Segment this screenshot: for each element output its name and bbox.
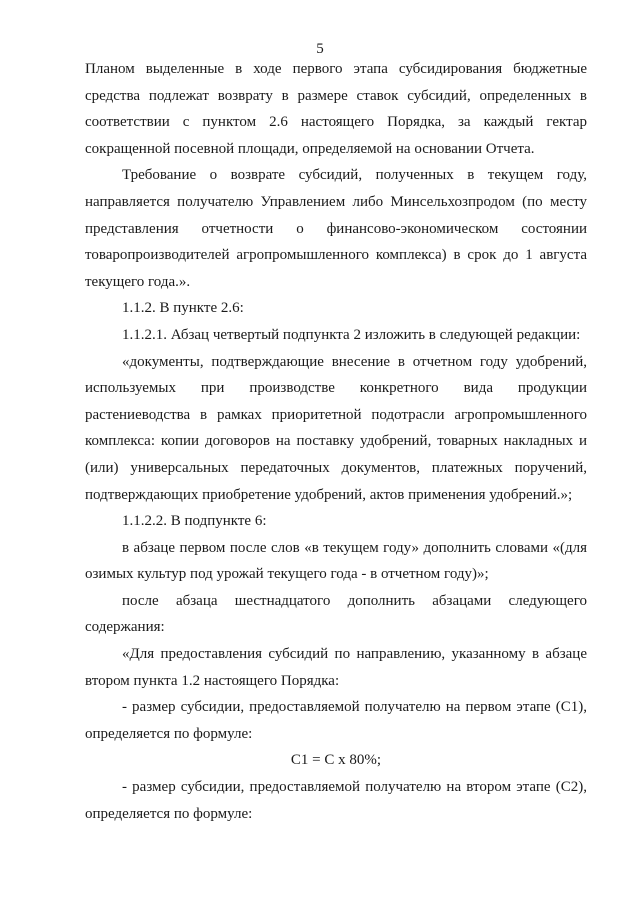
paragraph-after-sixteenth: после абзаца шестнадцатого дополнить абзацами следующего содержания:	[85, 592, 587, 636]
paragraph-clause-1-1-2: 1.1.2. В пункте 2.6:	[122, 300, 244, 317]
paragraph-clause-1-1-2-2: 1.1.2.2. В подпункте 6:	[122, 513, 267, 530]
paragraph-first-abzac-addition: в абзаце первом после слов «в текущем году» дополнить словами «(для озимых культур под урожай текущего года - в отчетном году)»;	[85, 539, 587, 583]
paragraph-subsidy-stage-two: - размер субсидии, предоставляемой получателю на втором этапе (С2), определяется по формуле:	[85, 779, 587, 822]
paragraph-subsidy-direction: «Для предоставления субсидий по направлению, указанному в абзаце втором пункта 1.2 настоящего Порядка:	[85, 646, 587, 689]
paragraph-clause-1-1-2-1: 1.1.2.1. Абзац четвертый подпункта 2 изложить в следующей редакции:	[122, 326, 581, 343]
paragraph-return-requirement: Требование о возврате субсидий, полученных в текущем году, направляется получателю Управлением либо Минсельхозпродом (по месту представления отчетности о финансово-экономическом состоянии товаропроизводителей агропромышленного комплекса) в срок до 1 августа текущего года.».	[85, 167, 587, 290]
document-body	[85, 56, 587, 827]
paragraph-subsidy-stage-one: - размер субсидии, предоставляемой получателю на первом этапе (С1), определяется по формуле:	[85, 699, 587, 742]
formula-c1: С1 = С х 80%;	[290, 752, 382, 769]
paragraph-documents-quote: «документы, подтверждающие внесение в отчетном году удобрений, используемых при производстве конкретного вида продукции растениеводства в рамках приоритетной подотрасли агропромышленного комплекса: копии договоров на поставку удобрений, товарных накладных и (или) универсальных передаточных документов, платежных поручений, подтверждающих приобретение удобрений, актов применения удобрений.»;	[85, 353, 587, 503]
page-number: 5	[316, 41, 324, 57]
paragraph-return-of-funds: Планом выделенные в ходе первого этапа субсидирования бюджетные средства подлежат возврату в размере ставок субсидий, определенных в соответствии с пунктом 2.6 настоящего Порядка, за каждый гектар сокращенной посевной площади, определяемой на основании Отчета.	[85, 61, 587, 157]
